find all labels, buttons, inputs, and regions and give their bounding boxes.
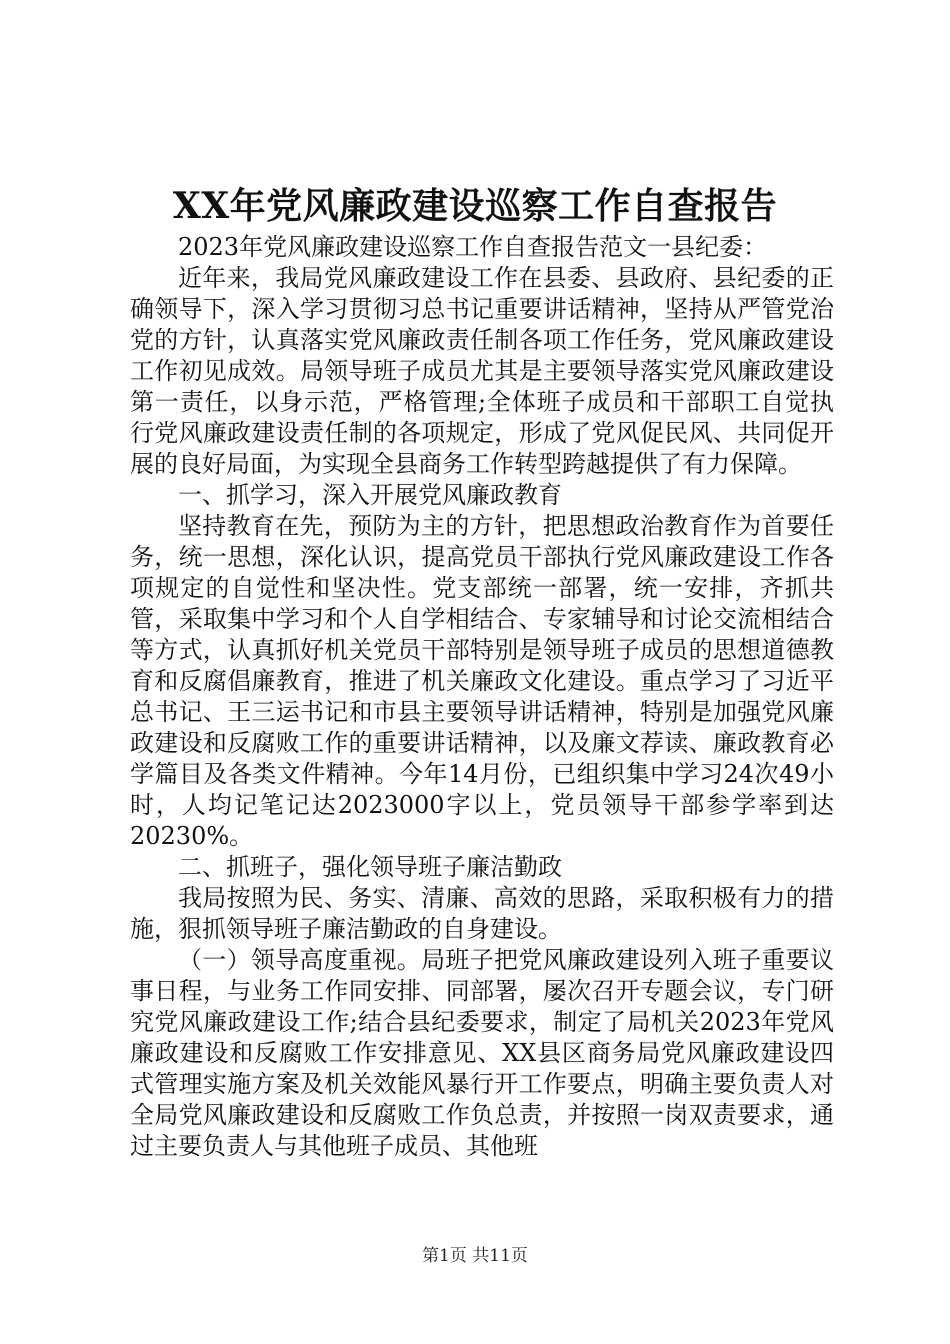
- subsection-1-paragraph: （一）领导高度重视。局班子把党风廉政建设列入班子重要议事日程，与业务工作同安排、同部署，屡次召开专题会议，专门研究党风廉政建设工作;结合县纪委要求，制定了局机关2023年党风廉政建设和反腐败工作安排意见、XX县区商务局党风廉政建设四式管理实施方案及机关效能风暴行开工作要点，明确主要负责人对全局党风廉政建设和反腐败工作负总责，并按照一岗双责要求，通过主要负责人与其他班子成员、其他班: [130, 946, 834, 1160]
- section-heading-1: 一、抓学习，深入开展党风廉政教育: [178, 481, 562, 509]
- section-heading-2: 二、抓班子，强化领导班子廉洁勤政: [178, 853, 562, 881]
- salutation-paragraph: 2023年党风廉政建设巡察工作自查报告范文一县纪委：: [178, 233, 768, 261]
- page-footer: 第1页 共11页: [422, 1246, 528, 1266]
- document-title: XX年党风廉政建设巡察工作自查报告: [172, 185, 778, 227]
- section-1-paragraph: 坚持教育在先，预防为主的方针，把思想政治教育作为首要任务，统一思想，深化认识，提高党员干部执行党风廉政建设工作各项规定的自觉性和坚决性。党支部统一部署，统一安排，齐抓共管，采取集中学习和个人自学相结合、专家辅导和讨论交流相结合等方式，认真抓好机关党员干部特别是领导班子成员的思想道德教育和反腐倡廉教育，推进了机关廉政文化建设。重点学习了习近平总书记、王三运书记和市县主要领导讲话精神，特别是加强党风廉政建设和反腐败工作的重要讲话精神，以及廉文荐读、廉政教育必学篇目及各类文件精神。今年14月份，已组织集中学习24次49小时，人均记笔记达2023000字以上，党员领导干部参学率到达20230%。: [130, 512, 834, 850]
- intro-paragraph: 近年来，我局党风廉政建设工作在县委、县政府、县纪委的正确领导下，深入学习贯彻习总书记重要讲话精神，坚持从严管党治党的方针，认真落实党风廉政责任制各项工作任务，党风廉政建设工作初见成效。局领导班子成员尤其是主要领导落实党风廉政建设第一责任，以身示范，严格管理;全体班子成员和干部职工自觉执行党风廉政建设责任制的各项规定，形成了党风促民风、共同促开展的良好局面，为实现全县商务工作转型跨越提供了有力保障。: [130, 264, 834, 478]
- document-body: [130, 232, 834, 1162]
- section-2-paragraph: 我局按照为民、务实、清廉、高效的思路，采取积极有力的措施，狠抓领导班子廉洁勤政的自身建设。: [130, 884, 834, 943]
